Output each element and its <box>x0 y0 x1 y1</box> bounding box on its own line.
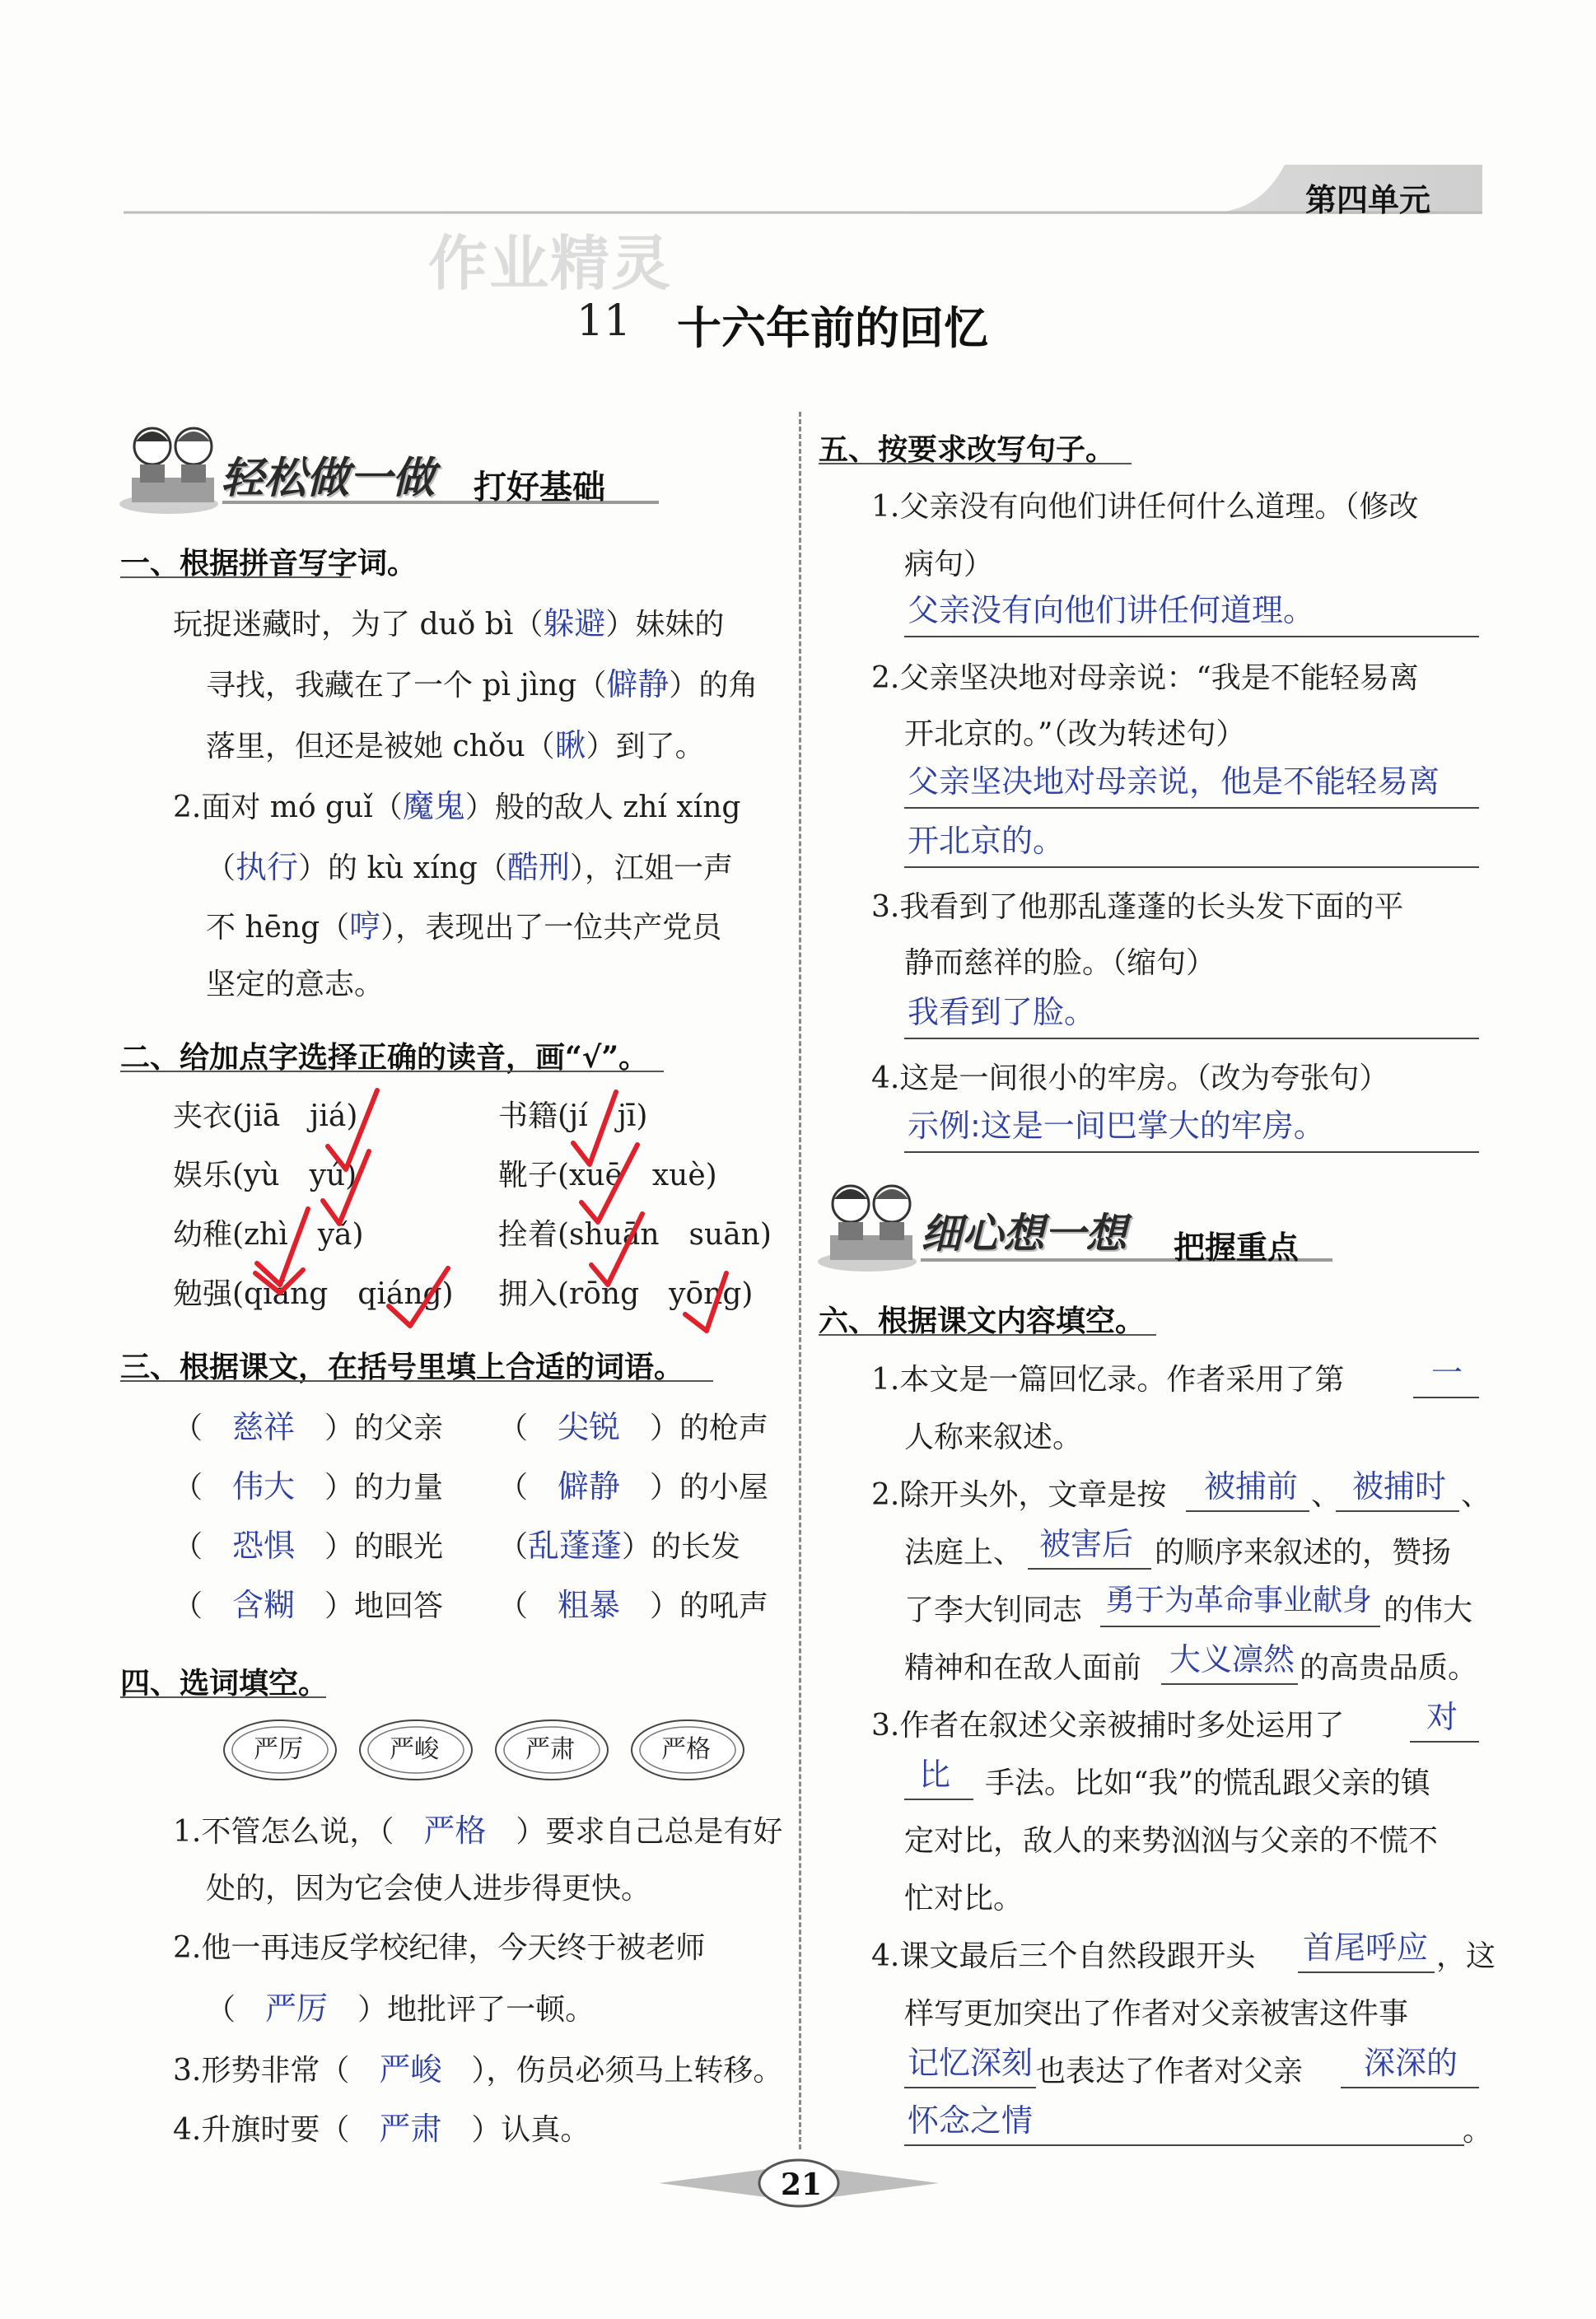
q3-heading-rule <box>120 1380 713 1382</box>
q6-heading-rule <box>819 1334 1156 1336</box>
q6-item2-g: 的高贵品质。 <box>1300 1651 1478 1685</box>
answer: 慈祥 <box>232 1409 296 1445</box>
page-number: 21 <box>781 2167 823 2202</box>
q5-item2-answer-1: 父亲坚决地对母亲说，他是不能轻易离 <box>908 763 1440 800</box>
text: ）般的敌人 zhí xíng <box>464 791 741 824</box>
q6-item2-f: 精神和在敌人面前 <box>904 1651 1142 1685</box>
answer: 酷刑 <box>506 849 570 885</box>
q6-item2-d: 了李大钊同志 <box>904 1593 1083 1627</box>
answer-line <box>1100 1626 1380 1627</box>
q4-item2-line2 <box>206 1990 595 2027</box>
text: ）地批评了一顿。 <box>357 1993 595 2027</box>
text: ）的眼光 <box>324 1530 444 1564</box>
q4-item2-line1: 2.他一再违反学校纪律，今天终于被老师 <box>173 1931 706 1965</box>
q6-item3-answer-1: 对 <box>1426 1699 1458 1735</box>
left-banner-art: 轻松做一做 <box>221 454 436 503</box>
q5-heading: 五、按要求改写句子。 <box>819 432 1116 467</box>
q3-heading: 三、根据课文，在括号里填上合适的词语。 <box>120 1350 684 1384</box>
q5-item2-answer-2: 开北京的。 <box>908 823 1065 859</box>
answer: 瞅 <box>554 727 586 763</box>
answer-line <box>904 866 1479 868</box>
q5-item2-line2: 开北京的。”（改为转述句） <box>904 717 1246 751</box>
q6-item2-sep2: 、 <box>1461 1478 1491 1512</box>
q6-item2-answer-5: 大义凛然 <box>1169 1641 1295 1677</box>
answer-line <box>1161 1683 1298 1685</box>
q2-heading: 二、给加点字选择正确的读音，画“√”。 <box>120 1040 649 1075</box>
answer: 伟大 <box>232 1468 296 1505</box>
answer: 含糊 <box>232 1587 296 1623</box>
q4-item1-line2: 处的，因为它会使人进步得更快。 <box>206 1872 651 1906</box>
text: 落里，但还是被她 chǒu（ <box>206 730 555 763</box>
text: ），伤员必须马上转移。 <box>471 2054 783 2088</box>
q1-item1-line2 <box>206 666 758 702</box>
q2-row3-right: 拴着(shuān suān) <box>498 1218 772 1252</box>
q2-row1-right: 书籍(jí jī) <box>498 1099 648 1133</box>
q4-heading: 四、选词填空。 <box>120 1666 329 1701</box>
q6-item2-answer-4: 勇于为革命事业献身 <box>1105 1584 1373 1617</box>
answer-line <box>1028 1568 1151 1570</box>
text: ）要求自己总是有好 <box>516 1815 783 1849</box>
text: 2. <box>173 791 202 824</box>
q3-item-3: （ 伟大 ）的力量 <box>173 1468 444 1505</box>
q6-item1-line2: 人称来叙述。 <box>904 1421 1083 1454</box>
answer: 严峻 <box>379 2051 442 2088</box>
lesson-title: 十六年前的回忆 <box>677 301 988 354</box>
text: 3.形势非常（ <box>173 2054 350 2088</box>
q3-item-7: （ 含糊 ）地回答 <box>173 1587 444 1623</box>
text: ），表现出了一位共产党员 <box>380 911 722 945</box>
right-banner-sub: 把握重点 <box>1174 1229 1300 1266</box>
word-2: 严峻 <box>390 1735 439 1764</box>
answer: 严厉 <box>265 1990 329 2027</box>
q6-heading: 六、根据课文内容填空。 <box>819 1304 1146 1338</box>
q6-item2-answer-1: 被捕前 <box>1204 1468 1299 1505</box>
q6-item3-a: 3.作者在叙述父亲被捕时多处运用了 <box>871 1709 1345 1743</box>
text: ）的父亲 <box>324 1411 444 1445</box>
answer: 恐惧 <box>232 1528 296 1564</box>
q1-item2-line3 <box>206 908 722 945</box>
text: ）到了。 <box>586 730 705 763</box>
q5-item1-line2: 病句） <box>904 548 994 581</box>
text: ）的力量 <box>324 1471 444 1505</box>
q4-item1-line1 <box>173 1815 782 1847</box>
answer: 僻静 <box>558 1468 621 1505</box>
text: ）的枪声 <box>650 1411 769 1445</box>
q6-item4-d: 也表达了作者对父亲 <box>1036 2055 1304 2088</box>
word-3: 严肃 <box>525 1735 575 1764</box>
q6-item2-answer-2: 被捕时 <box>1352 1468 1447 1505</box>
right-banner-art: 细心想一想 <box>921 1210 1127 1257</box>
answer: 魔鬼 <box>402 788 465 824</box>
text: （ <box>206 852 236 885</box>
q5-item3-line2: 静而慈祥的脸。（缩句） <box>904 946 1216 980</box>
answer-line <box>904 807 1479 809</box>
q5-item1-answer: 父亲没有向他们讲任何道理。 <box>908 592 1315 628</box>
q6-item2-answer-3: 被害后 <box>1039 1526 1134 1562</box>
check-mark-icon <box>328 1090 377 1169</box>
q6-item1-line1: 1.本文是一篇回忆录。作者采用了第 <box>871 1363 1345 1397</box>
q1-item2-line4: 坚定的意志。 <box>206 968 385 1001</box>
q3-item-4: （ 僻静 ）的小屋 <box>498 1468 769 1505</box>
check-mark-icon <box>573 1092 616 1164</box>
q4-heading-rule <box>120 1696 326 1698</box>
q6-item3-c: 定对比，敌人的来势汹汹与父亲的不慌不 <box>904 1824 1439 1858</box>
q2-row4-right: 拥入(rōng yōng) <box>498 1277 754 1311</box>
check-mark-icon <box>581 1145 637 1222</box>
q6-item2-c: 的顺序来叙述的，赞扬 <box>1155 1536 1452 1570</box>
answer: 僻静 <box>606 666 670 702</box>
answer: 严肃 <box>379 2111 442 2147</box>
answer-line <box>904 2087 1036 2088</box>
check-mark-icon <box>591 1214 642 1285</box>
q6-item4-answer-2: 记忆深刻 <box>908 2045 1034 2081</box>
word-4: 严格 <box>661 1735 711 1764</box>
text: ）的吼声 <box>650 1589 769 1623</box>
header-band-shape <box>124 148 1482 214</box>
answer: 严格 <box>423 1813 487 1849</box>
answer-line <box>1298 1971 1435 1973</box>
unit-label: 第四单元 <box>1305 181 1431 218</box>
q2-row4-left: 勉强(qiǎng qiáng) <box>173 1277 454 1311</box>
answer-line <box>904 636 1479 637</box>
q6-item4-answer-4: 怀念之情 <box>908 2102 1034 2139</box>
q2-row3-left: 幼稚(zhì yǎ) <box>173 1218 364 1252</box>
answer-line <box>904 1038 1479 1039</box>
q4-item4 <box>173 2113 590 2145</box>
q6-item4-a: 4.课文最后三个自然段跟开头 <box>871 1939 1256 1973</box>
q5-item3-line1: 3.我看到了他那乱蓬蓬的长头发下面的平 <box>871 890 1404 924</box>
answer-line <box>1341 2087 1479 2088</box>
q1-item2-line2 <box>206 849 733 885</box>
check-mark-icon <box>323 1151 369 1224</box>
text: ）妹妹的 <box>605 608 725 642</box>
text: ）地回答 <box>324 1589 444 1623</box>
answer: 哼 <box>349 908 381 945</box>
q1-item2-line1 <box>173 788 741 824</box>
watermark: 作业精灵 <box>428 229 673 298</box>
check-mark-icon <box>685 1273 726 1331</box>
q1-heading: 一、根据拼音写字词。 <box>120 546 418 581</box>
q6-item4-answer-1: 首尾呼应 <box>1303 1929 1429 1966</box>
q5-item3-answer: 我看到了脸。 <box>908 994 1096 1030</box>
q2-heading-rule <box>120 1071 664 1072</box>
q5-item4-answer: 示例:这是一间巴掌大的牢房。 <box>908 1108 1325 1144</box>
q5-heading-rule <box>819 463 1132 464</box>
q6-item4-answer-3: 深深的 <box>1364 2045 1458 2081</box>
q2-row2-left: 娱乐(yù yú) <box>173 1159 357 1192</box>
answer-line <box>1336 1510 1459 1512</box>
answer-line <box>904 1799 973 1800</box>
q3-item-5: （ 恐惧 ）的眼光 <box>173 1528 444 1564</box>
q1-heading-rule <box>120 576 351 578</box>
text: 玩捉迷藏时，为了 duǒ bì（ <box>173 608 544 642</box>
q2-row1-left: 夹衣(jiā jiá) <box>173 1099 358 1133</box>
text: 不 hēng（ <box>206 911 350 945</box>
answer-line <box>1186 1510 1309 1512</box>
q2-row2-right: 靴子(xuē xuè) <box>498 1159 717 1192</box>
answer-line <box>1410 1741 1479 1743</box>
word-1: 严厉 <box>254 1735 303 1764</box>
q6-item2-a: 2.除开头外，文章是按 <box>871 1478 1167 1512</box>
text: ）的小屋 <box>650 1471 769 1505</box>
text: 4.升旗时要（ <box>173 2113 350 2147</box>
answer-line <box>904 1151 1479 1153</box>
text: ）的长发 <box>622 1530 741 1564</box>
text: （ <box>206 1993 236 2027</box>
q1-item1-line1 <box>173 605 725 642</box>
q6-item3-b: 手法。比如“我”的慌乱跟父亲的镇 <box>985 1766 1430 1800</box>
check-marks <box>0 1079 791 1342</box>
answer: 粗暴 <box>558 1587 621 1623</box>
q5-item4-line1: 4.这是一间很小的牢房。（改为夸张句） <box>871 1062 1389 1095</box>
q5-item1-line1: 1.父亲没有向他们讲任何什么道理。（修改 <box>871 490 1419 524</box>
answer-line <box>904 2144 1464 2146</box>
left-banner-sub: 打好基础 <box>474 468 605 506</box>
q6-item4-c: 样写更加突出了作者对父亲被害这件事 <box>904 1997 1409 2031</box>
q3-item-6: （乱蓬蓬）的长发 <box>498 1528 741 1564</box>
answer: 尖锐 <box>558 1409 621 1445</box>
text: ）认真。 <box>471 2113 590 2147</box>
q3-item-1: （ 慈祥 ）的父亲 <box>173 1409 444 1445</box>
text: ）的 kù xíng（ <box>298 852 507 885</box>
text: 寻找，我藏在了一个 pì jìng（ <box>206 669 607 702</box>
q6-item4-b: ，这 <box>1436 1939 1496 1973</box>
text: 面对 mó guǐ（ <box>201 791 403 824</box>
q6-item1-answer: 一 <box>1431 1355 1463 1391</box>
answer-line <box>1413 1397 1479 1398</box>
q1-item1-line3 <box>206 727 705 763</box>
column-divider <box>799 412 801 2149</box>
answer: 乱蓬蓬 <box>528 1528 623 1564</box>
q3-item-2: （ 尖锐 ）的枪声 <box>498 1409 769 1445</box>
q4-item3 <box>173 2051 783 2088</box>
q6-item2-e: 的伟大 <box>1384 1593 1473 1627</box>
text: ）的角 <box>669 669 758 702</box>
text: ），江姐一声 <box>569 852 733 885</box>
answer: 躲避 <box>543 605 606 642</box>
text: 1.不管怎么说，（ <box>173 1815 394 1849</box>
q6-item3-d: 忙对比。 <box>904 1882 1024 1915</box>
answer: 执行 <box>236 849 299 885</box>
header-band <box>124 148 1482 214</box>
q6-item4-e: 。 <box>1463 2114 1493 2148</box>
q3-item-8: （ 粗暴 ）的吼声 <box>498 1587 769 1623</box>
q6-item2-sep1: 、 <box>1311 1478 1342 1512</box>
check-mark-icon <box>389 1268 448 1326</box>
lesson-number: 11 <box>576 296 632 346</box>
q6-item3-answer-2: 比 <box>919 1757 951 1793</box>
q6-item2-b: 法庭上、 <box>904 1536 1024 1570</box>
q5-item2-line1: 2.父亲坚决地对母亲说：“我是不能轻易离 <box>871 661 1419 695</box>
